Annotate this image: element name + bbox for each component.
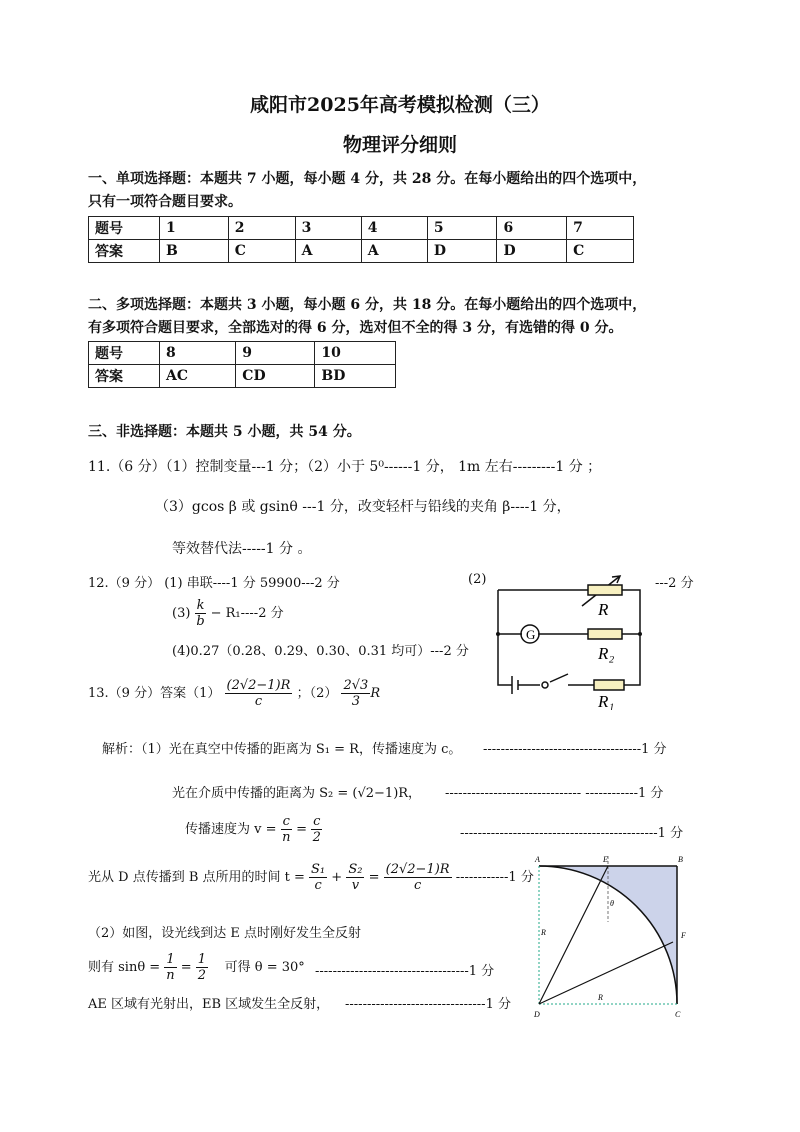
theta-label: θ: [610, 899, 614, 908]
numerator: c: [282, 814, 290, 829]
q12-part4: (4)0.27（0.28、0.29、0.30、0.31 均可）---2 分: [172, 644, 469, 659]
text: 光从 D 点传播到 B 点所用的时间 t =: [88, 870, 305, 885]
q13-j7: AE 区域有光射出，EB 区域发生全反射，: [88, 997, 330, 1012]
fraction: [346, 862, 364, 893]
label: 13.（9 分）答案（1）: [88, 686, 221, 701]
score: ------------1 分: [455, 870, 534, 885]
point-f-label: F: [681, 931, 686, 940]
numerator: 2√3: [343, 678, 369, 693]
q13-j5: （2）如图，设光线到达 E 点时刚好发生全反射: [88, 926, 362, 941]
equals: =: [368, 870, 380, 885]
table-cell: 9: [236, 342, 315, 365]
denominator: 2: [312, 830, 321, 845]
table-cell: 答案: [89, 240, 160, 263]
sec1-answer-table: [88, 216, 634, 263]
fraction: [281, 814, 292, 845]
point-c-label: C: [675, 1010, 681, 1019]
table-cell: B: [160, 240, 229, 263]
table-row: [89, 365, 396, 388]
table-cell: 1: [160, 217, 229, 240]
text: 则有 sinθ =: [88, 960, 161, 975]
table-row: [89, 342, 396, 365]
sec2-answer-table: [88, 341, 396, 388]
resistor-r-label: R: [598, 600, 609, 619]
point-d-label: D: [534, 1010, 540, 1019]
resistor-r2-label: R₂: [598, 644, 615, 663]
point-a-label: A: [535, 855, 540, 864]
q13-j3: [185, 814, 322, 845]
table-row: [89, 217, 634, 240]
q13-j4: [88, 862, 534, 893]
table-cell: C: [567, 240, 634, 263]
table-cell: 8: [160, 342, 236, 365]
denominator: c: [254, 694, 263, 709]
table-cell: 题号: [89, 217, 160, 240]
q13-j2-score: ------------------------------- ------------1 分: [445, 786, 664, 801]
optics-diagram: [530, 852, 690, 1022]
table-cell: BD: [315, 365, 396, 388]
table-cell: 2: [228, 217, 295, 240]
q13-j7-score: --------------------------------1 分: [345, 997, 511, 1012]
table-cell: CD: [236, 365, 315, 388]
equals: =: [180, 960, 192, 975]
numerator: c: [313, 814, 321, 829]
fraction: [164, 952, 176, 983]
doc-title: 咸阳市2025年高考模拟检测（三）: [250, 94, 550, 116]
fraction: [384, 862, 452, 893]
circuit-diagram: [490, 570, 650, 710]
fraction: [225, 678, 293, 709]
table-cell: C: [228, 240, 295, 263]
fraction: [311, 814, 322, 845]
table-cell: 7: [567, 217, 634, 240]
plus: +: [331, 870, 343, 885]
point-e-label: E: [603, 855, 608, 864]
table-cell: D: [497, 240, 567, 263]
separator: ；（2）: [296, 686, 338, 701]
q13-answer: [88, 678, 380, 709]
q13-j6-score: -----------------------------------1 分: [315, 964, 495, 979]
q11-line2: （3）gcos β 或 gsinθ ---1 分，改变轻杆与铅线的夹角 β----1 分，: [155, 499, 571, 515]
table-cell: A: [295, 240, 361, 263]
radius-label-vertical: R: [541, 928, 546, 937]
result: 可得 θ = 30°: [224, 960, 305, 975]
denominator: n: [282, 830, 291, 845]
table-row: [89, 240, 634, 263]
q12-line1: 12.（9 分） (1) 串联----1 分 59900---2 分: [88, 576, 340, 591]
q13-j3-score: ---------------------------------------------1 分: [460, 826, 684, 841]
resistor-r1-label: R₁: [598, 692, 615, 710]
denominator: 3: [351, 694, 361, 709]
denominator: c: [413, 878, 422, 893]
fraction: [196, 952, 208, 983]
table-cell: 6: [497, 217, 567, 240]
table-cell: 答案: [89, 365, 160, 388]
numerator: S₂: [348, 862, 363, 877]
denominator: 2: [197, 968, 207, 983]
denominator: b: [196, 614, 205, 629]
table-cell: 5: [427, 217, 497, 240]
sec2-line2: 有多项符合题目要求，全部选对的得 6 分，选对但不全的得 3 分，有选错的得 0 分。: [88, 320, 623, 336]
fraction: [341, 678, 370, 709]
table-cell: A: [361, 240, 427, 263]
q13-j1-score: ------------------------------------1 分: [483, 742, 667, 757]
q13-j6: [88, 952, 305, 983]
table-cell: 3: [295, 217, 361, 240]
q13-j2: 光在介质中传播的距离为 S₂ = (√2−1)R，: [172, 786, 422, 801]
fraction: [309, 862, 327, 893]
expression: − R₁----2 分: [210, 606, 284, 621]
fraction: [195, 598, 207, 629]
equals: =: [296, 822, 307, 837]
q11-line1: 11.（6 分）（1）控制变量---1 分；（2）小于 5⁰------1 分， 1m 左右---------1 分 ；: [88, 459, 602, 475]
text: 传播速度为 v =: [185, 822, 277, 837]
numerator: k: [196, 598, 205, 613]
sec1-line1: 一、单项选择题：本题共 7 小题，每小题 4 分，共 28 分。在每小题给出的四个选项中，: [88, 171, 647, 187]
numerator: (2√2−1)R: [385, 862, 450, 877]
radius-label-horizontal: R: [598, 993, 603, 1002]
sec2-line1: 二、多项选择题：本题共 3 小题，每小题 6 分，共 18 分。在每小题给出的四个选项中，: [88, 297, 647, 313]
sec1-line2: 只有一项符合题目要求。: [88, 194, 242, 210]
q12-part3: [172, 598, 284, 629]
numerator: S₁: [311, 862, 326, 877]
variable: R: [370, 686, 381, 701]
table-cell: 4: [361, 217, 427, 240]
q13-j1: 解析：（1）光在真空中传播的距离为 S₁ = R，传播速度为 c。: [102, 742, 462, 757]
numerator: 1: [197, 952, 207, 967]
numerator: 1: [166, 952, 175, 967]
table-cell: 10: [315, 342, 396, 365]
denominator: c: [314, 878, 322, 893]
table-cell: AC: [160, 365, 236, 388]
q12-part2-score: ---2 分: [655, 576, 694, 591]
label: (3): [172, 606, 191, 621]
table-cell: D: [427, 240, 497, 263]
q12-part2-label: (2): [468, 572, 487, 587]
q11-line3: 等效替代法-----1 分 。: [172, 541, 312, 557]
denominator: v: [351, 878, 360, 893]
point-b-label: B: [678, 855, 683, 864]
sec3-heading: 三、非选择题：本题共 5 小题，共 54 分。: [88, 424, 361, 440]
table-cell: 题号: [89, 342, 160, 365]
numerator: (2√2−1)R: [226, 678, 291, 693]
galvanometer-label: G: [526, 627, 536, 642]
doc-subtitle: 物理评分细则: [342, 134, 457, 156]
denominator: n: [166, 968, 175, 983]
